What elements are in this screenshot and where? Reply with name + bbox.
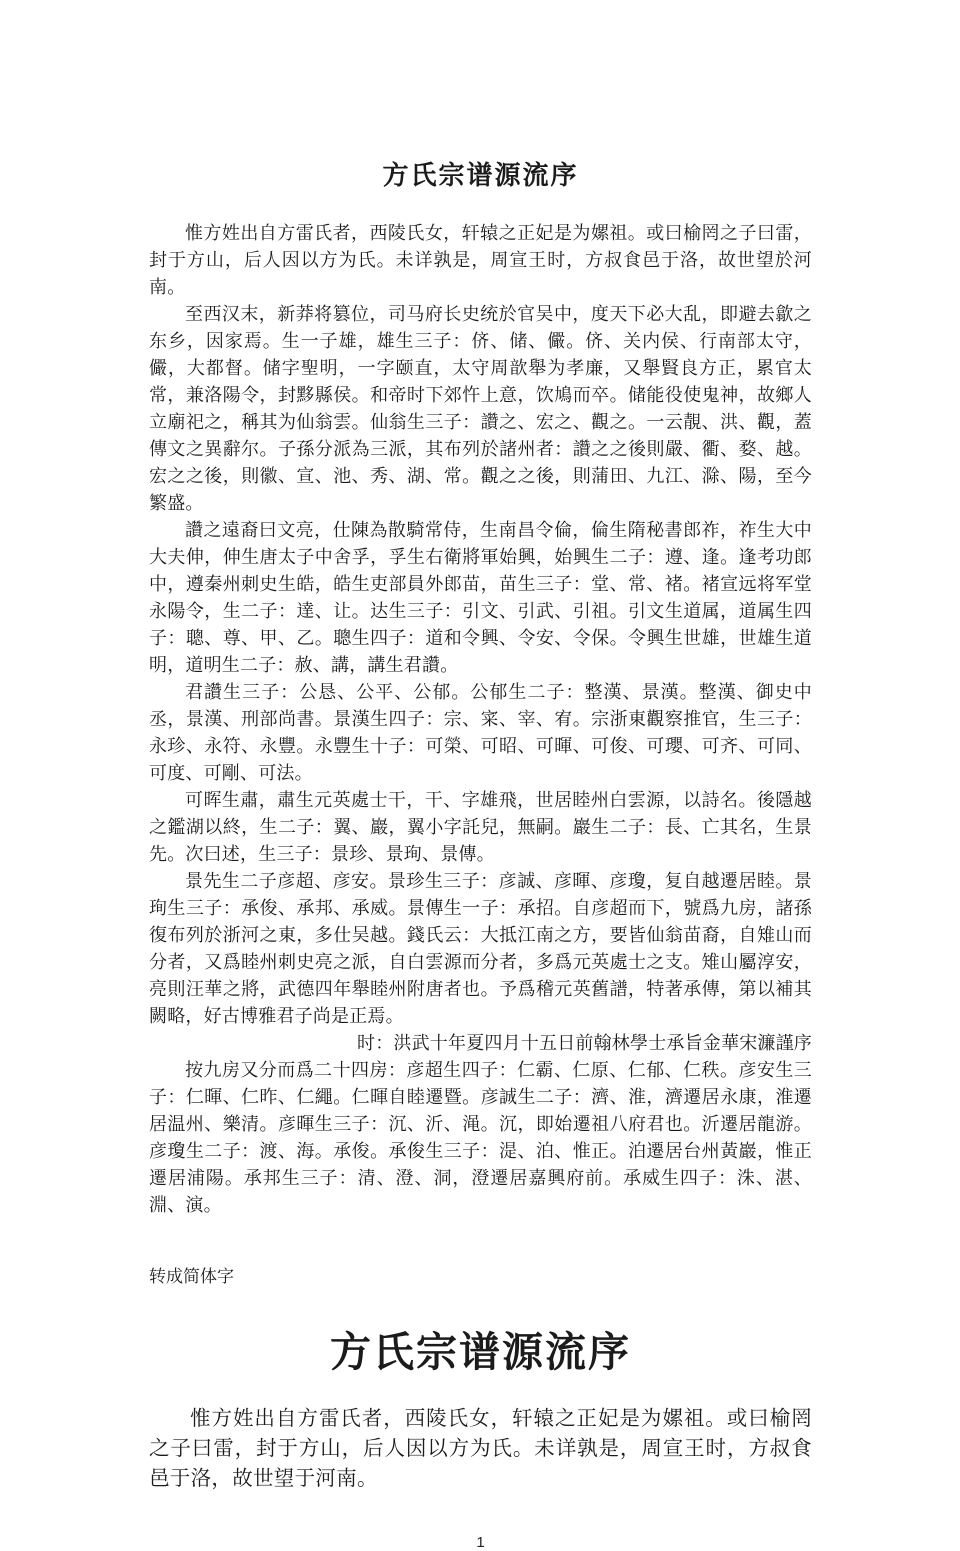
paragraph-lineage-zanzhi: 讚之遠裔曰文亮，仕陳為散騎常侍，生南昌令倫，倫生隋秘書郎祚，祚生大中大夫伸，伸生唐太子中舍孚，孚生右衛將軍始興，始興生二子：遵、逢。逢考功郎中，遵秦州刺史生皓，皓生吏部員外郎苗，苗生三子：堂、常、褚。褚宣远将军堂永陽令，生二子：達、让。达生三子：引文、引武、引祖。引文生道属，道属生四子：聰、尊、甲、乙。聰生四子：道和令興、令安、令保。令興生世雄，世雄生道明，道明生二子：赦、講，講生君讚。	[149, 520, 812, 675]
paragraph-twentyfour-houses: 按九房又分而爲二十四房：彦超生四子：仁霸、仁原、仁郁、仁秩。彦安生三子：仁暉、仁昨、仁繩。仁暉自睦遷暨。彦誠生二子：濟、淮，濟遷居永康，淮遷居温州、樂清。彦暉生三子：沉、沂、渑。沉，即始遷祖八府君也。沂遷居龍游。彦瓊生二子：渡、海。承俊。承俊生三子：湜、泊、惟正。泊遷居台州黃巖，惟正遷居浦陽。承邦生三子：清、澄、洞，澄遷居嘉興府前。承威生四子：洙、湛、淵、演。	[149, 1060, 812, 1215]
date-signature-line: 时：洪武十年夏四月十五日前翰林學士承旨金華宋濂謹序	[357, 1033, 812, 1053]
paragraph-han-era: 至西汉末，新莽将篡位，司马府长史统於官吴中，度天下必大乱，即避去歙之东乡，因家焉。生一子雄，雄生三子：侪、储、儼。侪、关内侯、行南部太守，儼，大都督。储字聖明，一字颐直，太守周歆舉为孝廉，又舉賢良方正，累官太常，兼洛陽令，封黟縣侯。和帝时下郊忤上意，饮鳩而卒。储能役使鬼神，故鄉人立廟祀之，稱其为仙翁雲。仙翁生三子：讚之、宏之、觀之。一云靚、洪、觀，蓋傳文之異辭尔。子孫分派為三派，其布列於諸州者：讚之之後則嚴、衢、婺、越。宏之之後，則徽、宣、池、秀、湖、常。觀之之後，則蒲田、九江、滁、陽，至今繁盛。	[149, 304, 812, 513]
paragraph-nine-houses: 景先生二子彦超、彦安。景珍生三子：彦誠、彦暉、彦瓊，复自越遷居睦。景珣生三子：承俊、承邦、承威。景傳生一子：承招。自彦超而下，號爲九房，諸孫復布列於浙河之東，多仕吴越。錢氏云：大抵江南之方，要皆仙翁苗裔，自雉山而分者，又爲睦州刺史亮之派，自白雲源而分者，多爲元英處士之支。雉山屬淳安，亮則汪華之將，武德四年舉睦州附唐者也。予爲稽元英舊譜，特著承傳，第以補其闕略，好古博雅君子尚是正焉。	[149, 871, 812, 1026]
text-column	[149, 0, 812, 1551]
paragraph-origin: 惟方姓出自方雷氏者，西陵氏女，轩辕之正妃是为嫘祖。或曰榆罔之子曰雷，封于方山，后人因以方为氏。未详孰是，周宣王时，方叔食邑于洛，故世望於河南。	[149, 223, 812, 297]
document-title: 方氏宗谱源流序	[382, 160, 579, 190]
page-number: 1	[476, 1534, 485, 1551]
paragraph-lineage-junzan: 君讚生三子：公恳、公平、公郁。公郁生二子：整漢、景漢。整漢、御史中丞，景漢、刑部尚書。景漢生四子：宗、寀、宰、宥。宗浙東觀察推官，生三子：永珍、永符、永豐。永豐生十子：可榮、可昭、可暉、可俊、可瓔、可齐、可同、可度、可剛、可法。	[149, 682, 812, 783]
paragraph-origin-simplified: 惟方姓出自方雷氏者，西陵氏女，轩辕之正妃是为嫘祖。或曰榆罔之子曰雷，封于方山，后人因以方为氏。未详孰是，周宣王时，方叔食邑于洛，故世望于河南。	[149, 1407, 812, 1490]
simplified-note: 转成简体字	[149, 1267, 234, 1286]
paragraph-lineage-kehui: 可晖生肅，肅生元英處士干，干、字雄飛，世居睦州白雲源，以詩名。後隱越之鑑湖以終，生二子：翼、巖，翼小字託兒，無嗣。巖生二子：長、亡其名，生景先。次曰述，生三子：景珍、景珣、景傳。	[149, 790, 812, 864]
main-title-simplified: 方氏宗谱源流序	[330, 1329, 631, 1375]
